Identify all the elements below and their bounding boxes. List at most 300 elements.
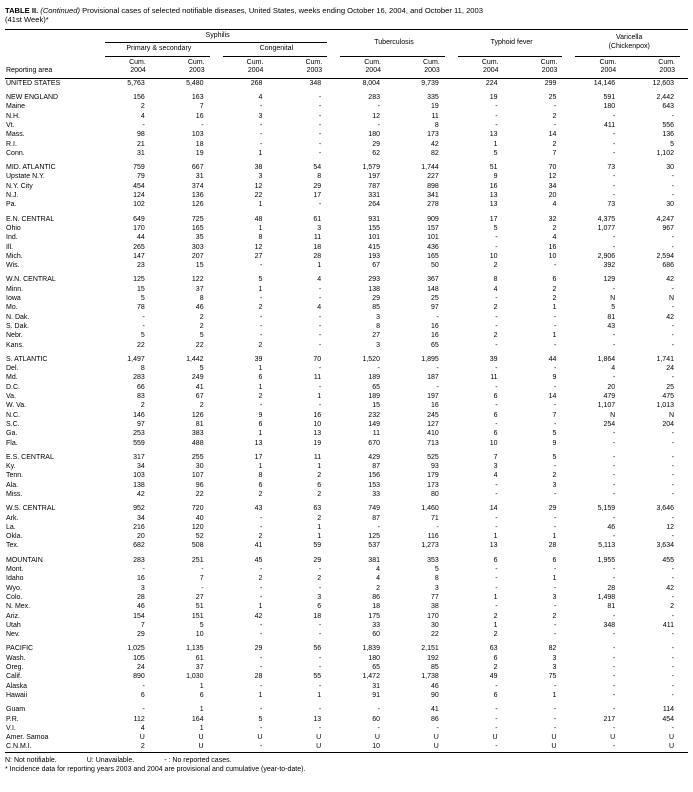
value-cell: 27 — [195, 593, 204, 601]
table-row — [5, 140, 688, 149]
table-row — [5, 429, 688, 438]
value-cell: 30 — [195, 463, 204, 471]
value-cell: - — [260, 682, 263, 690]
value-cell: - — [318, 654, 322, 662]
value-cell: 1,864 — [597, 355, 616, 363]
value-cell: 14 — [489, 505, 498, 513]
value-cell: - — [612, 514, 616, 522]
reporting-area-cell: Mo. — [6, 304, 18, 312]
value-cell: - — [260, 566, 263, 574]
value-cell: 6 — [140, 691, 145, 699]
value-cell: 122 — [191, 276, 204, 284]
table-row — [5, 523, 688, 532]
value-cell: - — [671, 243, 674, 251]
value-cell: 4 — [317, 304, 322, 312]
value-cell: - — [318, 149, 322, 157]
table-row — [5, 102, 688, 111]
value-cell: 6 — [552, 556, 557, 564]
value-cell: 967 — [662, 224, 674, 232]
reporting-area-cell: Guam — [6, 706, 26, 714]
value-cell: 8 — [199, 295, 204, 303]
value-cell: - — [318, 295, 322, 303]
value-cell: U — [316, 734, 322, 742]
value-cell: 4 — [376, 575, 380, 583]
table-row — [5, 682, 688, 691]
value-cell: 42 — [666, 313, 674, 321]
value-cell: 649 — [133, 215, 145, 223]
value-cell: 28 — [607, 584, 616, 592]
value-cell: 217 — [603, 715, 616, 723]
value-cell: U — [492, 734, 498, 742]
value-cell: 254 — [603, 420, 616, 428]
value-cell: - — [671, 285, 674, 293]
value-cell: - — [612, 645, 616, 653]
value-cell: 667 — [191, 164, 204, 172]
table-row — [5, 285, 688, 294]
value-cell: 9 — [258, 411, 263, 419]
value-cell: 83 — [137, 393, 145, 401]
value-cell: - — [671, 182, 674, 190]
reporting-area-cell: Ark. — [6, 514, 19, 522]
value-cell: 2 — [317, 472, 322, 480]
footnote-legend — [5, 756, 688, 765]
value-cell: 3 — [258, 112, 263, 120]
value-cell: 19 — [313, 439, 322, 447]
reporting-area-cell: D.C. — [6, 383, 20, 391]
table-body — [5, 79, 688, 752]
value-cell: 2 — [493, 664, 498, 672]
reporting-area-cell: Ill. — [6, 243, 13, 251]
value-cell: - — [436, 365, 439, 373]
value-cell: - — [495, 575, 498, 583]
value-cell: - — [612, 682, 616, 690]
value-cell: 165 — [191, 224, 204, 232]
value-cell: - — [671, 341, 674, 349]
value-cell: 1,460 — [421, 505, 439, 513]
value-cell: 18 — [195, 140, 204, 148]
value-cell: - — [612, 140, 616, 148]
value-cell: 5 — [199, 332, 204, 340]
value-cell: 40 — [195, 514, 204, 522]
value-cell: 2,906 — [597, 252, 616, 260]
value-cell: - — [318, 566, 322, 574]
table-row — [5, 593, 688, 602]
value-cell: - — [554, 514, 557, 522]
value-cell: 1 — [199, 724, 204, 732]
value-cell: - — [612, 743, 616, 751]
value-cell: - — [201, 584, 204, 592]
value-cell: - — [612, 533, 616, 541]
value-cell: - — [318, 664, 322, 672]
reporting-area-cell: Ga. — [6, 430, 18, 438]
value-cell: 5 — [140, 295, 145, 303]
table-row — [5, 233, 688, 242]
value-cell: 1 — [258, 603, 263, 611]
value-cell: 1 — [493, 593, 498, 601]
table-row — [5, 471, 688, 480]
value-cell: 5 — [670, 140, 674, 148]
value-cell: 6 — [199, 691, 204, 699]
value-cell: 42 — [137, 490, 145, 498]
value-cell: 591 — [603, 94, 616, 102]
value-cell: - — [612, 612, 616, 620]
value-cell: 317 — [133, 453, 145, 461]
value-cell: - — [671, 514, 674, 522]
value-cell: 32 — [548, 215, 557, 223]
value-cell: 5 — [199, 365, 204, 373]
reporting-area-cell: Fla. — [6, 439, 18, 447]
value-cell: - — [142, 313, 145, 321]
value-cell: 16 — [430, 322, 439, 330]
value-cell: 682 — [133, 542, 145, 550]
value-cell: - — [554, 420, 557, 428]
value-cell: 61 — [313, 215, 322, 223]
value-cell: 29 — [313, 182, 322, 190]
table-row — [5, 215, 688, 224]
value-cell: 4 — [493, 472, 498, 480]
value-cell: 479 — [603, 393, 616, 401]
table-row — [5, 691, 688, 700]
value-cell: 6 — [258, 374, 263, 382]
value-cell: U — [551, 743, 557, 751]
value-cell: 4 — [140, 112, 145, 120]
table-row — [5, 742, 688, 751]
value-cell: 1 — [258, 365, 263, 373]
value-cell: 5 — [611, 304, 616, 312]
value-cell: 29 — [372, 140, 380, 148]
value-cell: 5 — [258, 715, 263, 723]
value-cell: 48 — [254, 215, 263, 223]
value-cell: U — [433, 734, 439, 742]
table-row — [5, 252, 688, 261]
value-cell: 11 — [313, 374, 322, 382]
table-row — [5, 163, 688, 172]
table-row — [5, 243, 688, 252]
reporting-area-cell: MID. ATLANTIC — [6, 164, 56, 172]
value-cell: 1 — [258, 691, 263, 699]
column-group-tuberculosis: Tuberculosis — [335, 30, 453, 57]
table-header — [5, 30, 688, 79]
reporting-area-cell: Wash. — [6, 654, 26, 662]
value-cell: - — [554, 490, 557, 498]
value-cell: 2 — [258, 575, 263, 583]
value-cell: 2 — [376, 584, 380, 592]
table-row — [5, 574, 688, 583]
value-cell: 4 — [552, 234, 557, 242]
value-cell: 1 — [258, 463, 263, 471]
value-cell: 454 — [133, 182, 145, 190]
value-cell: 7 — [199, 575, 204, 583]
value-cell: 6 — [493, 654, 498, 662]
reporting-area-cell: Mont. — [6, 566, 24, 574]
value-cell: 2 — [199, 322, 204, 330]
value-cell: 197 — [368, 173, 380, 181]
value-cell: - — [554, 621, 557, 629]
value-cell: - — [495, 103, 498, 111]
value-cell: 4 — [611, 365, 616, 373]
value-cell: 189 — [368, 374, 380, 382]
value-cell: 66 — [137, 383, 145, 391]
table-title — [5, 6, 688, 25]
value-cell: 2 — [258, 393, 263, 401]
value-cell: 27 — [372, 332, 380, 340]
reporting-area-cell: Ky. — [6, 463, 16, 471]
value-cell: 101 — [368, 234, 380, 242]
value-cell: - — [495, 112, 498, 120]
value-cell: - — [612, 131, 616, 139]
value-cell: 78 — [137, 304, 145, 312]
reporting-area-cell: Maine — [6, 103, 26, 111]
value-cell: 348 — [309, 79, 322, 87]
reporting-area-cell: Hawaii — [6, 691, 28, 699]
value-cell: - — [495, 420, 498, 428]
value-cell: - — [495, 383, 498, 391]
table-row — [5, 112, 688, 121]
table-row — [5, 313, 688, 322]
table-row — [5, 130, 688, 139]
value-cell: 890 — [133, 673, 145, 681]
value-cell: - — [671, 304, 674, 312]
table-row — [5, 303, 688, 312]
value-cell: 5,159 — [597, 505, 616, 513]
value-cell: - — [318, 332, 322, 340]
value-cell: 107 — [191, 472, 204, 480]
value-cell: 3 — [140, 584, 145, 592]
table-row — [5, 383, 688, 392]
value-cell: 10 — [372, 743, 380, 751]
value-cell: 61 — [195, 654, 204, 662]
value-cell: 35 — [195, 234, 204, 242]
value-cell: 537 — [368, 542, 380, 550]
value-cell: 37 — [195, 285, 204, 293]
value-cell: - — [260, 262, 263, 270]
reporting-area-cell: Oreg. — [6, 664, 24, 672]
value-cell: 156 — [133, 94, 145, 102]
value-cell: 1 — [258, 224, 263, 232]
value-cell: - — [554, 122, 557, 129]
value-cell: 5 — [199, 621, 204, 629]
reporting-area-cell: Conn. — [6, 149, 25, 157]
table-row — [5, 453, 688, 462]
value-cell: 1,895 — [421, 355, 439, 363]
value-cell: - — [671, 322, 674, 330]
reporting-area-cell: N. Dak. — [6, 313, 30, 321]
value-cell: - — [612, 149, 616, 157]
value-cell: 909 — [427, 215, 439, 223]
value-cell: U — [668, 734, 674, 742]
value-cell: - — [495, 365, 498, 373]
value-cell: 6 — [317, 603, 322, 611]
column-group-syphilis: Syphilis — [100, 30, 335, 44]
value-cell: 8 — [140, 365, 145, 373]
value-cell: 114 — [662, 706, 674, 714]
value-cell: 18 — [372, 603, 380, 611]
value-cell: 1 — [199, 682, 204, 690]
column-header-cum-2004: Cum. 2004 — [218, 57, 277, 79]
value-cell: 148 — [427, 285, 439, 293]
value-cell: 24 — [137, 664, 145, 672]
value-cell: - — [318, 584, 322, 592]
value-cell: - — [260, 514, 263, 522]
value-cell: - — [554, 631, 557, 639]
reporting-area-cell: Idaho — [6, 575, 24, 583]
value-cell: 12,603 — [652, 79, 674, 87]
value-cell: 180 — [368, 654, 380, 662]
table-row — [5, 392, 688, 401]
value-cell: 154 — [133, 612, 145, 620]
value-cell: 725 — [191, 215, 204, 223]
value-cell: - — [318, 402, 322, 410]
value-cell: 204 — [662, 420, 674, 428]
value-cell: - — [671, 593, 674, 601]
value-cell: 367 — [427, 276, 439, 284]
value-cell: 13 — [489, 131, 498, 139]
value-cell: 207 — [191, 252, 204, 260]
value-cell: 1 — [199, 706, 204, 714]
value-cell: - — [554, 715, 557, 723]
value-cell: 75 — [548, 673, 557, 681]
value-cell: 1,497 — [127, 355, 145, 363]
value-cell: - — [495, 706, 498, 714]
value-cell: 6 — [493, 411, 498, 419]
value-cell: - — [495, 313, 498, 321]
value-cell: 2 — [552, 285, 557, 293]
value-cell: 374 — [191, 182, 204, 190]
table-row — [5, 331, 688, 340]
value-cell: - — [377, 523, 380, 531]
value-cell: 81 — [195, 420, 204, 428]
value-cell: 1 — [552, 575, 557, 583]
reporting-area-cell: W.N. CENTRAL — [6, 276, 56, 284]
value-cell: - — [671, 490, 674, 498]
value-cell: U — [610, 734, 616, 742]
reporting-area-cell: Amer. Samoa — [6, 734, 49, 742]
value-cell: 411 — [662, 621, 674, 629]
reporting-area-cell: Nev. — [6, 631, 20, 639]
value-cell: 101 — [427, 234, 439, 242]
value-cell: 20 — [137, 533, 145, 541]
value-cell: 3 — [434, 584, 439, 592]
value-cell: 41 — [195, 383, 204, 391]
value-cell: 713 — [427, 439, 439, 447]
reporting-area-cell: Mass. — [6, 131, 25, 139]
value-cell: 25 — [548, 94, 557, 102]
value-cell: 31 — [195, 173, 204, 181]
value-cell: 341 — [427, 192, 439, 200]
value-cell: 670 — [368, 439, 380, 447]
value-cell: 197 — [427, 393, 439, 401]
value-cell: - — [260, 332, 263, 340]
value-cell: - — [612, 332, 616, 340]
value-cell: - — [318, 103, 322, 111]
value-cell: - — [260, 131, 263, 139]
value-cell: - — [671, 533, 674, 541]
value-cell: 255 — [191, 453, 204, 461]
table-row — [5, 79, 688, 88]
table-row — [5, 401, 688, 410]
table-row — [5, 621, 688, 630]
value-cell: - — [671, 612, 674, 620]
value-cell: 22 — [195, 490, 204, 498]
value-cell: 49 — [489, 673, 498, 681]
value-cell: 6 — [493, 430, 498, 438]
table-row — [5, 261, 688, 270]
value-cell: - — [671, 439, 674, 447]
value-cell: - — [318, 201, 322, 209]
value-cell: 85 — [372, 304, 380, 312]
value-cell: 303 — [191, 243, 204, 251]
value-cell: - — [318, 682, 322, 690]
value-cell: 14 — [548, 131, 557, 139]
value-cell: 8 — [434, 122, 439, 129]
value-cell: - — [377, 724, 380, 732]
value-cell: 2 — [317, 575, 322, 583]
value-cell: - — [377, 103, 380, 111]
table-row — [5, 654, 688, 663]
table-row — [5, 733, 688, 742]
value-cell: - — [671, 332, 674, 340]
value-cell: 102 — [133, 201, 145, 209]
value-cell: - — [318, 365, 322, 373]
value-cell: - — [612, 341, 616, 349]
value-cell: - — [671, 234, 674, 242]
value-cell: - — [612, 285, 616, 293]
column-header-cum-2004: Cum. 2004 — [570, 57, 629, 79]
header-row-cum — [5, 57, 688, 79]
value-cell: 13 — [489, 201, 498, 209]
value-cell: 1,738 — [421, 673, 439, 681]
value-cell: 33 — [372, 490, 380, 498]
value-cell: - — [495, 295, 498, 303]
value-cell: 5,113 — [598, 542, 616, 550]
value-cell: 97 — [137, 420, 145, 428]
value-cell: 46 — [607, 523, 616, 531]
value-cell: 245 — [427, 411, 439, 419]
value-cell: 11 — [490, 374, 498, 382]
value-cell: 180 — [603, 103, 616, 111]
value-cell: - — [671, 566, 674, 574]
value-cell: 335 — [427, 94, 439, 102]
reporting-area-cell: La. — [6, 523, 16, 531]
value-cell: 90 — [430, 691, 439, 699]
reporting-area-cell: R.I. — [6, 140, 17, 148]
value-cell: 5 — [552, 453, 557, 461]
value-cell: 16 — [548, 243, 557, 251]
value-cell: - — [318, 313, 322, 321]
value-cell: 1 — [317, 463, 322, 471]
value-cell: - — [318, 94, 322, 102]
value-cell: - — [436, 724, 439, 732]
table-row — [5, 644, 688, 653]
value-cell: 126 — [191, 201, 204, 209]
value-cell: 155 — [368, 224, 380, 232]
reporting-area-cell: Calif. — [6, 673, 22, 681]
reporting-area-cell: Tex. — [6, 542, 19, 550]
value-cell: 42 — [430, 140, 439, 148]
value-cell: 125 — [133, 276, 145, 284]
value-cell: 179 — [427, 472, 439, 480]
value-cell: 264 — [368, 201, 380, 209]
value-cell: 189 — [368, 393, 380, 401]
value-cell: 1 — [317, 262, 322, 270]
reporting-area-cell: PACIFIC — [6, 645, 34, 653]
value-cell: U — [198, 734, 204, 742]
value-cell: 156 — [368, 472, 380, 480]
value-cell: 2 — [258, 341, 263, 349]
value-cell: 187 — [427, 374, 439, 382]
table-row — [5, 172, 688, 181]
value-cell: 59 — [313, 542, 322, 550]
